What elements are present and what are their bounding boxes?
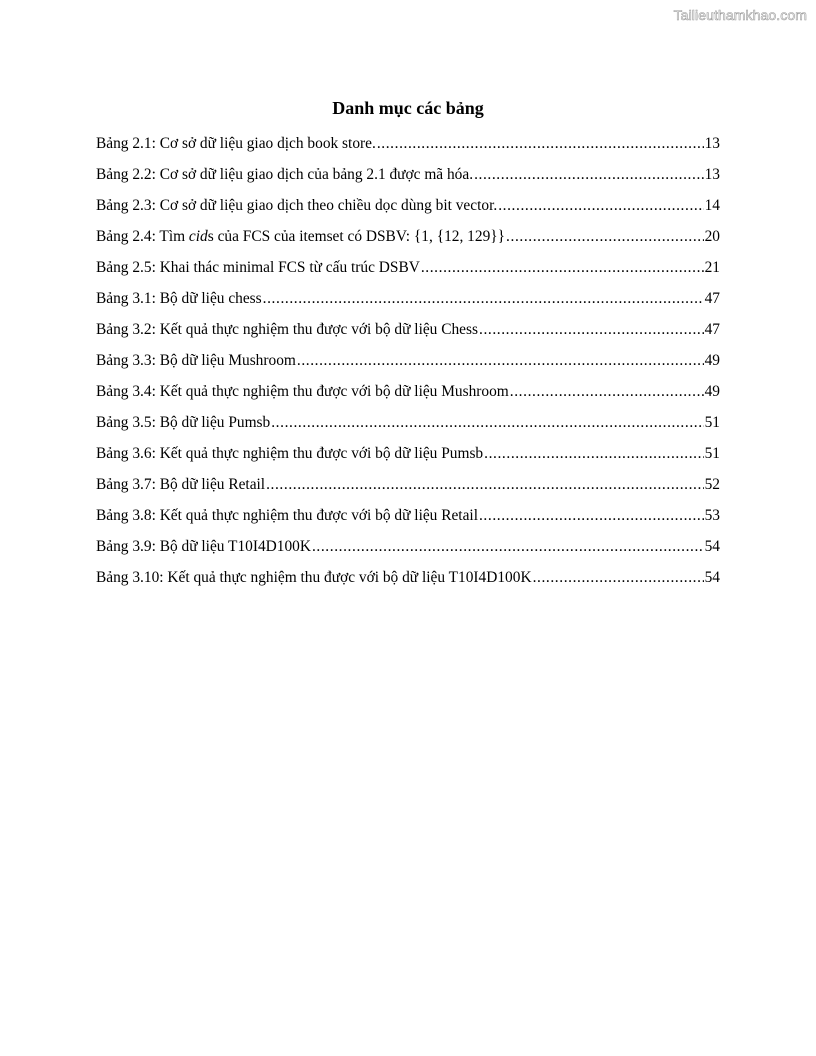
toc-entry[interactable] [96,162,720,193]
toc-entry-label: Bảng 3.5: Bộ dữ liệu Pumsb [96,414,271,431]
toc-entry-page: 14 [704,197,720,214]
toc-entry-label: Bảng 2.2: Cơ sở dữ liệu giao dịch của bảng 2.1 được mã hóa. [96,166,474,183]
toc-entry-label: Bảng 3.7: Bộ dữ liệu Retail [96,476,266,493]
dot-leader [377,131,704,157]
toc-entry[interactable] [96,503,720,534]
toc-entry[interactable] [96,472,720,503]
toc-entry-label: Bảng 3.6: Kết quả thực nghiệm thu được với bộ dữ liệu Pumsb [96,445,484,462]
toc-entry-label: Bảng 2.5: Khai thác minimal FCS từ cấu trúc DSBV [96,259,420,276]
toc-entry[interactable] [96,131,720,162]
toc-entry-label: Bảng 3.8: Kết quả thực nghiệm thu được với bộ dữ liệu Retail [96,507,478,524]
toc-entry[interactable] [96,379,720,410]
toc-entry-page: 54 [704,569,720,586]
toc-entry[interactable] [96,255,720,286]
toc-entry-label-italic: cid [188,228,208,245]
dot-leader [312,534,704,560]
toc-entry-page: 49 [704,352,720,369]
dot-leader [271,410,703,436]
toc-entry[interactable] [96,317,720,348]
toc-entry[interactable] [96,565,720,596]
toc-entry-page: 51 [704,445,720,462]
toc-entry-label: Bảng 3.2: Kết quả thực nghiệm thu được với bộ dữ liệu Chess [96,321,478,338]
toc-entry-label: Bảng 3.1: Bộ dữ liệu chess [96,290,262,307]
toc-entry[interactable] [96,534,720,565]
toc-entry-page: 47 [704,321,720,338]
toc-entry-page: 49 [704,383,720,400]
dot-leader [498,193,703,219]
toc-entry-page: 20 [704,228,720,245]
toc-entry-page: 21 [704,259,720,276]
toc-entry-label-post: s của FCS của itemset có DSBV: {1, {12, 129}} [207,228,506,245]
toc-entry-page: 13 [704,135,720,152]
table-of-tables-list [96,131,720,596]
dot-leader [479,503,704,529]
dot-leader [421,255,704,281]
toc-entry[interactable] [96,410,720,441]
toc-entry-label: Bảng 3.4: Kết quả thực nghiệm thu được với bộ dữ liệu Mushroom [96,383,509,400]
toc-entry-label-pre: Bảng 2.4: Tìm [96,228,189,245]
toc-entry[interactable] [96,286,720,317]
dot-leader [510,379,704,405]
watermark-text: Tailieuthamkhao.com [673,7,807,23]
toc-entry-page: 51 [704,414,720,431]
toc-entry-page: 53 [704,507,720,524]
toc-entry-page: 13 [704,166,720,183]
dot-leader [506,224,704,250]
dot-leader [474,162,704,188]
toc-entry-page: 54 [704,538,720,555]
toc-entry[interactable] [96,224,720,255]
toc-entry[interactable] [96,348,720,379]
toc-entry-label: Bảng 2.3: Cơ sở dữ liệu giao dịch theo chiều dọc dùng bit vector. [96,197,498,214]
toc-entry[interactable] [96,193,720,224]
dot-leader [479,317,704,343]
dot-leader [266,472,704,498]
toc-entry-label [96,224,505,250]
dot-leader [297,348,704,374]
dot-leader [484,441,703,467]
toc-entry-label: Bảng 3.10: Kết quả thực nghiệm thu được với bộ dữ liệu T10I4D100K [96,569,532,586]
toc-entry[interactable] [96,441,720,472]
toc-entry-label: Bảng 2.1: Cơ sở dữ liệu giao dịch book store. [96,135,376,152]
toc-entry-label: Bảng 3.9: Bộ dữ liệu T10I4D100K [96,538,311,555]
toc-entry-page: 52 [704,476,720,493]
toc-entry-page: 47 [704,290,720,307]
page-title: Danh mục các bảng [332,98,484,118]
dot-leader [263,286,704,312]
dot-leader [533,565,704,591]
toc-entry-label: Bảng 3.3: Bộ dữ liệu Mushroom [96,352,296,369]
